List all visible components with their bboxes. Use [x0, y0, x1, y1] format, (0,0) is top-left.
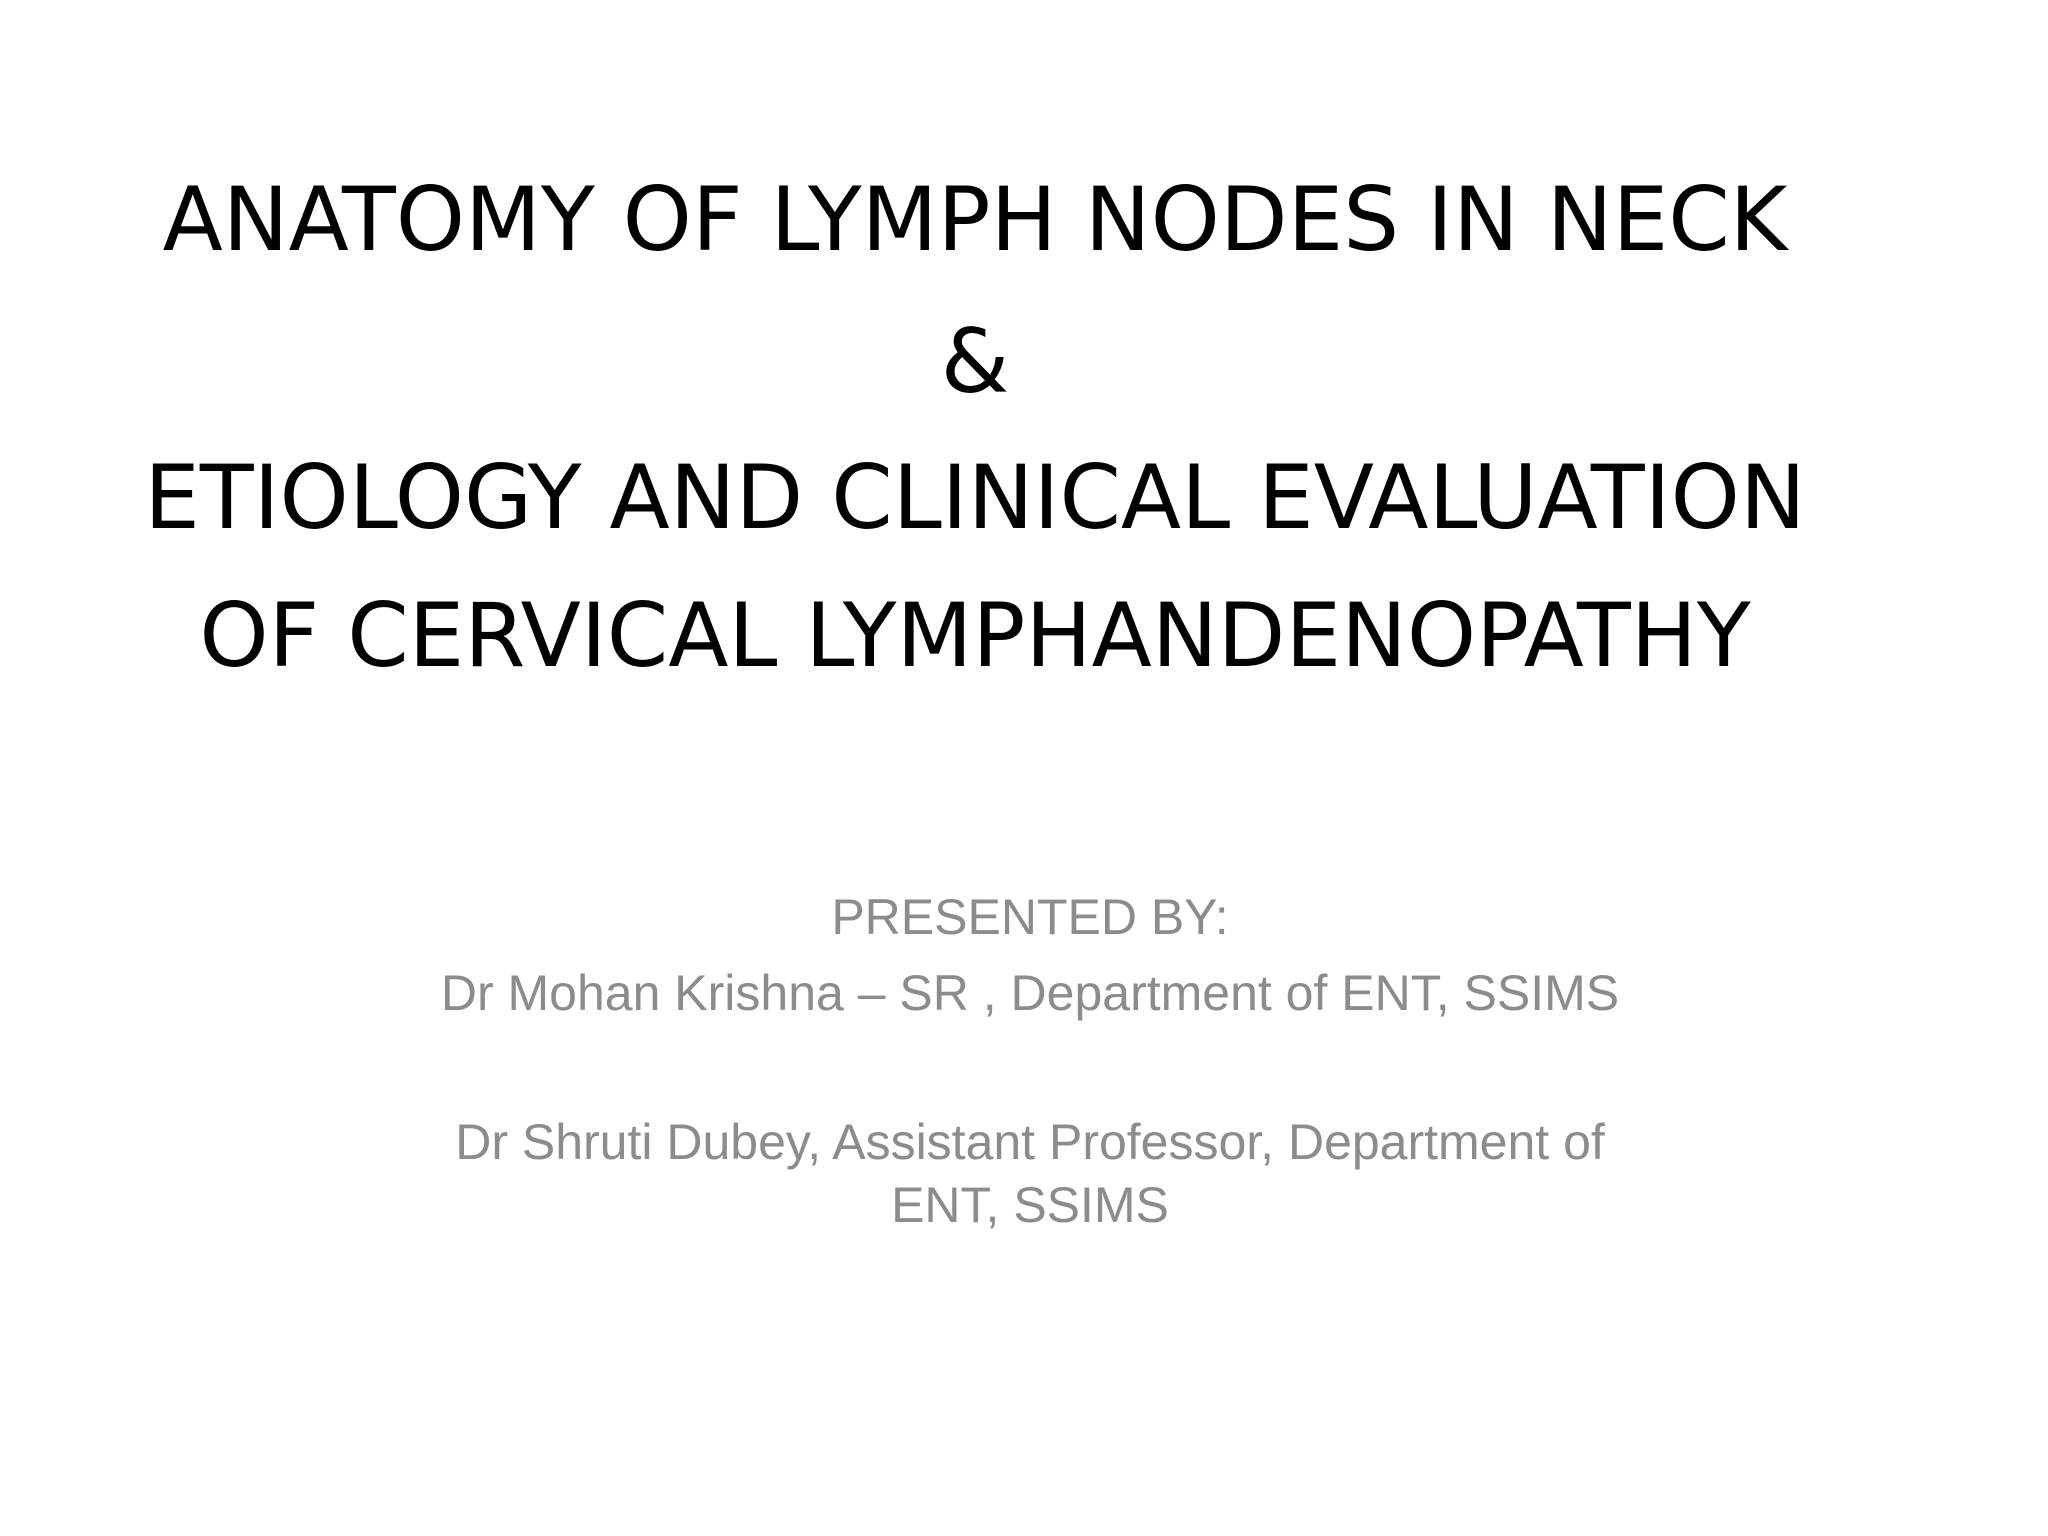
- title-line-2: ETIOLOGY AND CLINICAL EVALUATION: [144, 446, 1806, 549]
- title-line-1: ANATOMY OF LYMPH NODES IN NECK: [162, 168, 1788, 271]
- title-ampersand: &: [940, 310, 1010, 413]
- title-line-3: OF CERVICAL LYMPHANDENOPATHY: [199, 584, 1751, 687]
- presenter-2-line-1: Dr Shruti Dubey, Assistant Professor, Department of: [455, 1114, 1605, 1170]
- presented-by-label: PRESENTED BY:: [831, 889, 1229, 945]
- presenter-2-line-2: ENT, SSIMS: [891, 1177, 1169, 1233]
- presenter-1: Dr Mohan Krishna – SR , Department of ENT, SSIMS: [440, 965, 1620, 1021]
